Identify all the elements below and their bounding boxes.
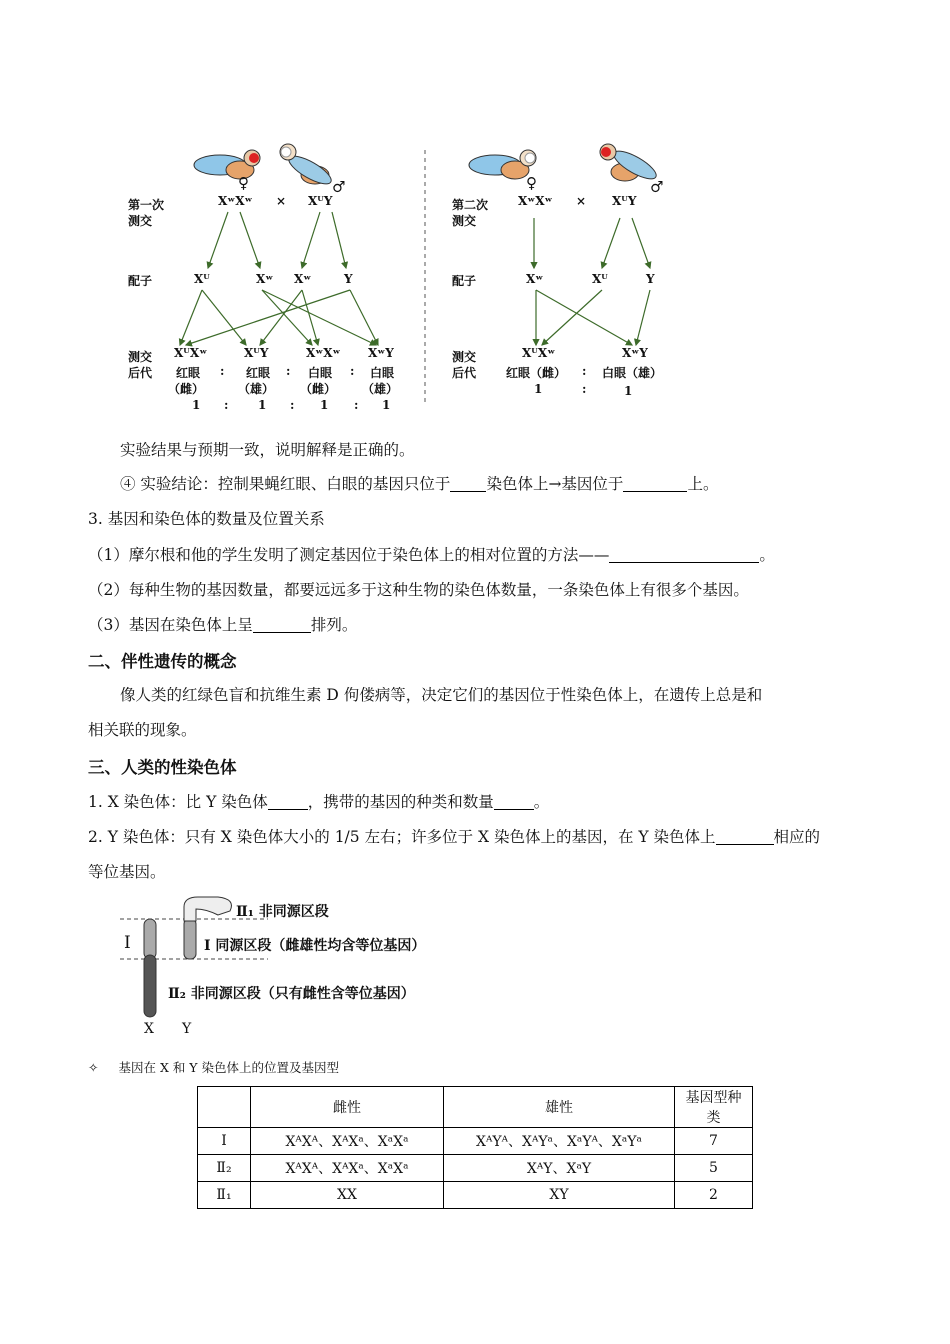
paragraph-y-chromosome-2: 等位基因。	[88, 863, 166, 881]
gamete-label-left: 配子	[128, 274, 153, 288]
sep-r2: :	[582, 382, 587, 396]
row-label-cross2: 第二次	[452, 198, 489, 212]
phenotype-left-1: 红眼	[176, 366, 201, 380]
sep-l4: :	[224, 398, 229, 412]
p9-part-1: 2. Y 染色体：只有 X 染色体大小的 1/5 左右；许多位于 X 染色体上的基因，在 Y 染色体上	[88, 828, 716, 846]
offspring-left-1: XᵂXʷ	[174, 346, 208, 360]
offspring-label-right-1: 测交	[452, 350, 477, 364]
ratio-left-3: 1	[320, 398, 329, 412]
table-header-row	[198, 1087, 753, 1128]
paragraph-sex-linked-2: 相关联的现象。	[88, 721, 197, 739]
sep-l6: :	[354, 398, 359, 412]
sex-left-4: （雄）	[362, 382, 399, 396]
female-symbol-right: ♀	[526, 174, 537, 192]
answer-blank-6[interactable]	[494, 794, 534, 811]
paragraph-y-chromosome	[88, 825, 820, 847]
sep-r1: :	[582, 364, 587, 378]
header-cell	[198, 1087, 251, 1128]
conclusion-part-1: ④ 实验结论：控制果蝇红眼、白眼的基因只位于	[120, 475, 451, 493]
phenotype-right-1: 红眼（雌）	[506, 366, 567, 380]
genotype-table	[197, 1086, 753, 1209]
count-cell: 2	[675, 1182, 753, 1209]
male-symbol-left: ♂	[332, 178, 346, 196]
offspring-right-2: XʷY	[622, 346, 648, 360]
male-cell: XY	[444, 1182, 675, 1209]
parent-female-right: XʷXʷ	[518, 194, 553, 208]
testcross-figure	[120, 130, 680, 420]
p8-part-3: 。	[533, 793, 550, 811]
female-cell: XᴬXᴬ、XᴬXᵃ、XᵃXᵃ	[251, 1155, 444, 1182]
gamete-left-3: Xʷ	[294, 272, 312, 286]
gamete-right-1: Xʷ	[526, 272, 544, 286]
table-caption	[88, 1058, 339, 1076]
heading-3: 3. 基因和染色体的数量及位置关系	[88, 510, 325, 528]
label-region-I: Ⅰ	[124, 933, 131, 953]
parent-male-left: XᵂY	[308, 194, 333, 208]
phenotype-left-4: 白眼	[370, 366, 395, 380]
region-cell: Ⅱ₁	[198, 1182, 251, 1209]
sex-left-2: （雄）	[238, 382, 275, 396]
female-cell: XX	[251, 1182, 444, 1209]
gamete-right-3: Y	[646, 272, 655, 286]
answer-blank-3[interactable]	[609, 547, 759, 564]
gamete-right-2: Xᵂ	[592, 272, 608, 286]
female-symbol-left: ♀	[238, 174, 249, 192]
ratio-left-2: 1	[258, 398, 267, 412]
phenotype-right-2: 白眼（雄）	[602, 366, 663, 380]
table-row	[198, 1128, 753, 1155]
label-II1: Ⅱ₁ 非同源区段	[236, 904, 329, 920]
offspring-left-2: XᵂY	[244, 346, 269, 360]
phenotype-left-3: 白眼	[308, 366, 333, 380]
offspring-left-4: XʷY	[368, 346, 394, 360]
header-count: 基因型种类	[675, 1087, 753, 1128]
table-row	[198, 1182, 753, 1209]
male-cell: XᴬYᴬ、XᴬYᵃ、XᵃYᴬ、XᵃYᵃ	[444, 1128, 675, 1155]
gamete-left-4: Y	[344, 272, 353, 286]
paragraph-3-2: （2）每种生物的基因数量，都要远远多于这种生物的染色体数量，一条染色体上有很多个基因。	[88, 581, 749, 599]
cross-sign-left: ×	[276, 194, 287, 208]
table-row	[198, 1155, 753, 1182]
p5-part-2: 排列。	[310, 616, 358, 634]
phenotype-left-2: 红眼	[246, 366, 271, 380]
section-3-heading: 三、人类的性染色体	[88, 758, 237, 777]
offspring-left-3: XʷXʷ	[306, 346, 341, 360]
caption-text: 基因在 X 和 Y 染色体上的位置及基因型	[118, 1060, 340, 1075]
offspring-label-left-2: 后代	[128, 366, 153, 380]
sex-left-1: （雌）	[168, 382, 205, 396]
cross-sign-right: ×	[576, 194, 587, 208]
sep-l3: :	[350, 364, 355, 378]
answer-blank-4[interactable]	[253, 617, 311, 634]
female-cell: XᴬXᴬ、XᴬXᵃ、XᵃXᵃ	[251, 1128, 444, 1155]
p3-part-1: （1）摩尔根和他的学生发明了测定基因位于染色体上的相对位置的方法——	[88, 546, 610, 564]
conclusion-part-3: 上。	[687, 475, 719, 493]
male-fly-left-icon	[280, 144, 335, 189]
offspring-label-left-1: 测交	[128, 350, 153, 364]
section-2-heading: 二、伴性遗传的概念	[88, 652, 237, 671]
sep-l1: :	[220, 364, 225, 378]
p9-part-2: 相应的	[773, 828, 821, 846]
p3-part-2: 。	[759, 546, 775, 564]
answer-blank-7[interactable]	[716, 829, 774, 846]
label-homologous: Ⅰ 同源区段（雌雄性均含等位基因）	[204, 938, 426, 954]
header-male: 雄性	[444, 1087, 675, 1128]
male-symbol-right: ♂	[650, 178, 664, 196]
label-x: X	[144, 1021, 154, 1037]
gamete-left-1: Xᵂ	[194, 272, 210, 286]
paragraph-3-3	[88, 613, 357, 635]
ratio-left-1: 1	[192, 398, 201, 412]
paragraph-3-1	[88, 543, 775, 565]
sep-l2: :	[286, 364, 291, 378]
ratio-right-1: 1	[534, 382, 543, 396]
paragraph-x-chromosome	[88, 790, 549, 812]
count-cell: 5	[675, 1155, 753, 1182]
offspring-label-right-2: 后代	[452, 366, 477, 380]
paragraph-result: 实验结果与预期一致，说明解释是正确的。	[120, 441, 415, 459]
paragraph-sex-linked-1: 像人类的红绿色盲和抗维生素 D 佝偻病等，决定它们的基因位于性染色体上，在遗传上总是和	[120, 686, 763, 704]
parent-female-left: XʷXʷ	[218, 194, 253, 208]
answer-blank-1[interactable]	[450, 476, 486, 493]
sep-l5: :	[290, 398, 295, 412]
paragraph-conclusion	[120, 472, 718, 494]
offspring-right-1: XᵂXʷ	[522, 346, 556, 360]
region-cell: Ⅰ	[198, 1128, 251, 1155]
parent-male-right: XᵂY	[612, 194, 637, 208]
female-fly-left-icon	[194, 150, 260, 179]
ratio-right-2: 1	[624, 384, 633, 398]
label-y: Y	[182, 1021, 192, 1037]
sex-left-3: （雌）	[300, 382, 337, 396]
caption-bullet-icon: ✧	[88, 1060, 99, 1075]
gamete-left-2: Xʷ	[256, 272, 274, 286]
p5-part-1: （3）基因在染色体上呈	[88, 616, 253, 634]
p8-part-1: 1. X 染色体：比 Y 染色体	[88, 793, 268, 811]
ratio-left-4: 1	[382, 398, 391, 412]
male-cell: XᴬY、XᵃY	[444, 1155, 675, 1182]
row-label-cross1: 第一次	[128, 198, 165, 212]
p8-part-2: ，携带的基因的种类和数量	[307, 793, 494, 811]
answer-blank-2[interactable]	[623, 476, 687, 493]
row-label-cross2b: 测交	[452, 214, 477, 228]
region-cell: Ⅱ₂	[198, 1155, 251, 1182]
gamete-label-right: 配子	[452, 274, 477, 288]
conclusion-part-2: 染色体上→基因位于	[486, 475, 624, 493]
answer-blank-5[interactable]	[268, 794, 308, 811]
row-label-cross1b: 测交	[128, 214, 153, 228]
chromosome-figure	[118, 895, 458, 1045]
count-cell: 7	[675, 1128, 753, 1155]
header-female: 雌性	[251, 1087, 444, 1128]
label-II2: Ⅱ₂ 非同源区段（只有雌性含等位基因）	[168, 986, 415, 1002]
